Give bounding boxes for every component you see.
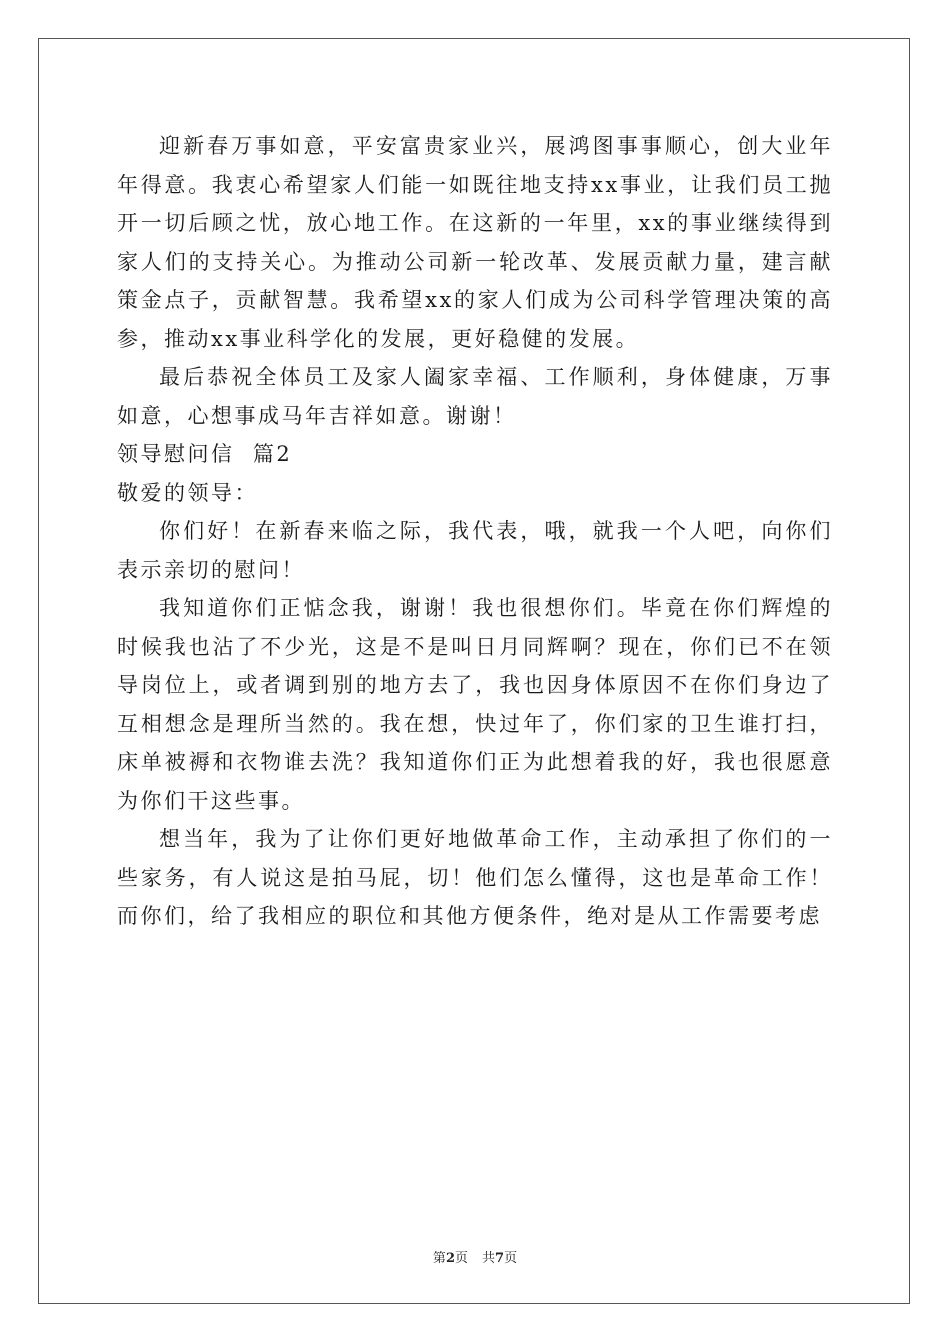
body-paragraph: 想当年，我为了让你们更好地做革命工作，主动承担了你们的一些家务，有人说这是拍马屁，切！他们怎么懂得，这也是革命工作！而你们，给了我相应的职位和其他方便条件，绝对是从工作需要考虑 — [117, 827, 833, 928]
page-footer — [0, 1247, 950, 1266]
body-paragraph: 最后恭祝全体员工及家人阖家幸福、工作顺利，身体健康，万事如意，心想事成马年吉祥如意。谢谢！ — [117, 365, 833, 428]
salutation: 敬爱的领导： — [117, 480, 258, 505]
page-current: 2 — [445, 1251, 455, 1266]
document-body — [117, 127, 833, 936]
section-title: 领导慰问信 篇2 — [117, 442, 293, 466]
body-paragraph: 迎新春万事如意，平安富贵家业兴，展鸿图事事顺心，创大业年年得意。我衷心希望家人们能一如既往地支持xx事业，让我们员工抛开一切后顾之忧，放心地工作。在这新的一年里，xx的事业继续得到家人们的支持关心。为推动公司新一轮改革、发展贡献力量，建言献策金点子，贡献智慧。我希望xx的家人们成为公司科学管理决策的高参，推动xx事业科学化的发展，更好稳健的发展。 — [117, 134, 833, 351]
body-paragraph: 你们好！在新春来临之际，我代表，哦，就我一个人吧，向你们表示亲切的慰问！ — [117, 519, 833, 582]
total-suffix: 页 — [504, 1251, 518, 1266]
body-paragraph: 我知道你们正惦念我，谢谢！我也很想你们。毕竟在你们辉煌的时候我也沾了不少光，这是不是叫日月同辉啊？现在，你们已不在领导岗位上，或者调到别的地方去了，我也因身体原因不在你们身边了互相想念是理所当然的。我在想，快过年了，你们家的卫生谁打扫，床单被褥和衣物谁去洗？我知道你们正为此想着我的好，我也很愿意为你们干这些事。 — [117, 596, 833, 813]
page-suffix: 页 — [454, 1251, 468, 1266]
page-prefix: 第 — [432, 1251, 446, 1266]
total-prefix: 共 — [482, 1251, 496, 1266]
page-total: 7 — [495, 1251, 505, 1266]
